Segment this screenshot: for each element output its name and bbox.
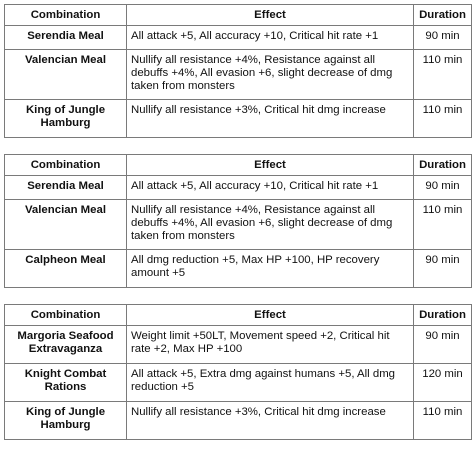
effect-cell: Nullify all resistance +3%, Critical hit dmg increase [127,100,414,138]
combination-cell: Knight Combat Rations [5,364,127,402]
duration-cell: 90 min [414,176,472,200]
meal-table-2 [4,154,472,288]
duration-cell: 90 min [414,250,472,288]
effect-cell: Nullify all resistance +4%, Resistance against all debuffs +4%, All evasion +6, slight decrease of dmg taken from monsters [127,200,414,250]
combination-cell: Valencian Meal [5,50,127,100]
combination-header: Combination [5,305,127,326]
table-row [5,50,472,100]
combination-header: Combination [5,155,127,176]
duration-cell: 90 min [414,326,472,364]
meal-table-1 [4,4,472,138]
duration-header: Duration [414,305,472,326]
combination-header: Combination [5,5,127,26]
duration-header: Duration [414,5,472,26]
table-row [5,402,472,440]
combination-cell: King of Jungle Hamburg [5,100,127,138]
table-header-row [5,305,472,326]
table-spacer [4,138,471,154]
meal-tables [4,4,471,440]
duration-cell: 90 min [414,26,472,50]
duration-cell: 110 min [414,100,472,138]
duration-cell: 120 min [414,364,472,402]
table-row [5,326,472,364]
effect-cell: All attack +5, Extra dmg against humans +5, All dmg reduction +5 [127,364,414,402]
table-header-row [5,155,472,176]
combination-cell: Serendia Meal [5,26,127,50]
table-spacer [4,288,471,304]
effect-cell: Nullify all resistance +3%, Critical hit dmg increase [127,402,414,440]
table-row [5,364,472,402]
combination-cell: Margoria Seafood Extravaganza [5,326,127,364]
effect-header: Effect [127,155,414,176]
combination-cell: King of Jungle Hamburg [5,402,127,440]
table-row [5,26,472,50]
effect-header: Effect [127,305,414,326]
effect-cell: Nullify all resistance +4%, Resistance against all debuffs +4%, All evasion +6, slight decrease of dmg taken from monsters [127,50,414,100]
effect-cell: All attack +5, All accuracy +10, Critical hit rate +1 [127,176,414,200]
table-row [5,200,472,250]
duration-cell: 110 min [414,402,472,440]
combination-cell: Serendia Meal [5,176,127,200]
duration-cell: 110 min [414,200,472,250]
meal-table-3 [4,304,472,440]
table-row [5,100,472,138]
effect-cell: All attack +5, All accuracy +10, Critical hit rate +1 [127,26,414,50]
table-header-row [5,5,472,26]
combination-cell: Calpheon Meal [5,250,127,288]
effect-cell: All dmg reduction +5, Max HP +100, HP recovery amount +5 [127,250,414,288]
duration-cell: 110 min [414,50,472,100]
duration-header: Duration [414,155,472,176]
effect-cell: Weight limit +50LT, Movement speed +2, Critical hit rate +2, Max HP +100 [127,326,414,364]
effect-header: Effect [127,5,414,26]
table-row [5,176,472,200]
table-row [5,250,472,288]
combination-cell: Valencian Meal [5,200,127,250]
